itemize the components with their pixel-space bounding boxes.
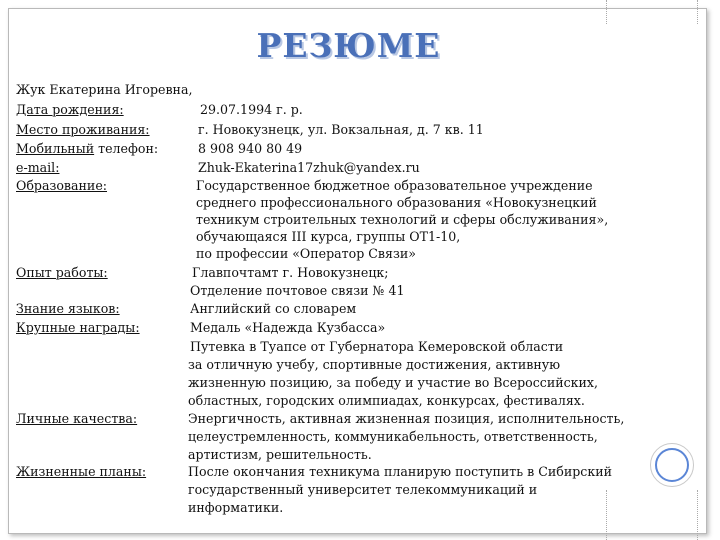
residence-label: Место проживания: bbox=[16, 122, 150, 137]
page-title: РЕЗЮМЕ bbox=[256, 26, 441, 65]
email-value: Zhuk-Ekaterina17zhuk@yandex.ru bbox=[198, 160, 420, 175]
languages-value: Английский со словарем bbox=[190, 301, 357, 316]
birth-label: Дата рождения: bbox=[16, 102, 124, 117]
decorative-dotted-lines-top bbox=[606, 0, 698, 24]
qualities-line: артистизм, решительность. bbox=[188, 447, 372, 462]
decorative-circle-icon bbox=[650, 443, 694, 487]
qualities-label: Личные качества: bbox=[16, 411, 138, 426]
education-label: Образование: bbox=[16, 178, 108, 193]
qualities-line: Энергичность, активная жизненная позиция, исполнительность, bbox=[188, 411, 625, 426]
awards-line: Путевка в Туапсе от Губернатора Кемеровской области bbox=[190, 339, 564, 354]
qualities-line: целеустремленность, коммуникабельность, ответственность, bbox=[188, 429, 598, 444]
awards-line: жизненную позицию, за победу и участие во Всероссийских, bbox=[188, 375, 599, 390]
awards-line: за отличную учебу, спортивные достижения, активную bbox=[188, 357, 561, 372]
plans-label: Жизненные планы: bbox=[16, 464, 147, 479]
education-line: Государственное бюджетное образовательное учреждение bbox=[196, 178, 593, 193]
awards-line: Медаль «Надежда Кузбасса» bbox=[190, 320, 386, 335]
education-line: обучающаяся III курса, группы ОТ1-10, bbox=[196, 229, 461, 244]
awards-label: Крупные награды: bbox=[16, 320, 140, 335]
education-line: по профессии «Оператор Связи» bbox=[196, 246, 416, 261]
languages-label: Знание языков: bbox=[16, 301, 120, 316]
decorative-dotted-lines-bottom bbox=[606, 490, 698, 540]
awards-line: областных, городских олимпиадах, конкурсах, фестивалях. bbox=[188, 393, 585, 408]
plans-line: государственный университет телекоммуникаций и bbox=[188, 482, 538, 497]
full-name: Жук Екатерина Игоревна, bbox=[16, 82, 193, 97]
phone-value: 8 908 940 80 49 bbox=[198, 141, 303, 156]
birth-value: 29.07.1994 г. р. bbox=[200, 102, 303, 117]
phone-label: Мобильный телефон: bbox=[16, 141, 159, 156]
email-label: e-mail: bbox=[16, 160, 60, 175]
plans-line: После окончания техникума планирую поступить в Сибирский bbox=[188, 464, 612, 479]
plans-line: информатики. bbox=[188, 500, 284, 515]
education-line: среднего профессионального образования «Новокузнецкий bbox=[196, 195, 597, 210]
experience-label: Опыт работы: bbox=[16, 265, 108, 280]
decorative-circle-ring bbox=[655, 448, 689, 482]
experience-line: Главпочтамт г. Новокузнецк; bbox=[192, 265, 389, 280]
residence-value: г. Новокузнецк, ул. Вокзальная, д. 7 кв. 11 bbox=[198, 122, 484, 137]
education-line: техникум строительных технологий и сферы обслуживания», bbox=[196, 212, 609, 227]
experience-line: Отделение почтовое связи № 41 bbox=[190, 283, 405, 298]
